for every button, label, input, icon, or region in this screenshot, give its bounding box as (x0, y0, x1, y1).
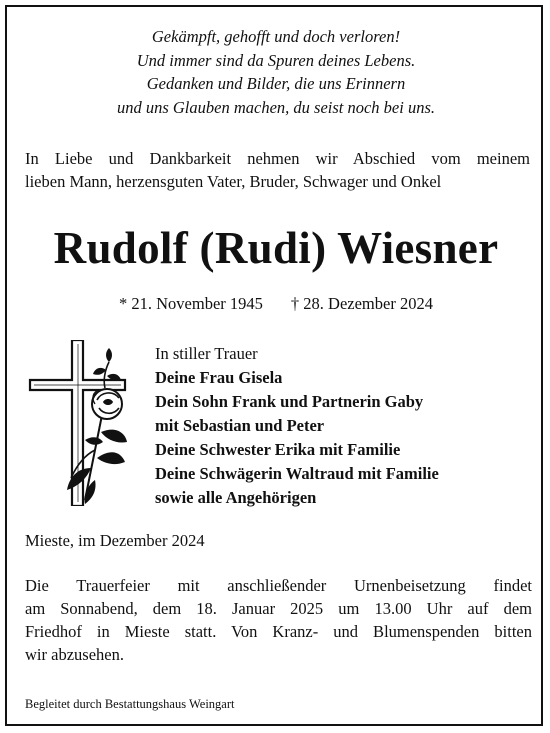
deceased-name: Rudolf (Rudi) Wiesner (53, 223, 499, 273)
mourner-line: Deine Frau Gisela (155, 368, 283, 387)
birth-date: * 21. November 1945 (119, 294, 263, 313)
poem-line: Gekämpft, gehofft und doch verloren! (151, 27, 401, 46)
obituary-notice (5, 5, 543, 726)
service-line: am Sonnabend, dem 18. Januar 2025 um 13.00 Uhr auf dem (25, 599, 532, 618)
service-line: Die Trauerfeier mit anschließender Urnenbeisetzung findet (25, 576, 532, 595)
intro-line: lieben Mann, herzensguten Vater, Bruder, Schwager und Onkel (25, 172, 442, 191)
mourner-line: Deine Schwester Erika mit Familie (155, 440, 401, 459)
place-and-date: Mieste, im Dezember 2024 (25, 531, 205, 550)
service-line: Friedhof in Mieste statt. Von Kranz- und Blumenspenden bitten (25, 622, 532, 641)
mourner-line: mit Sebastian und Peter (155, 416, 325, 435)
poem-line: Und immer sind da Spuren deines Lebens. (136, 50, 416, 70)
life-dates (7, 293, 545, 315)
cross-with-rose-icon (25, 340, 135, 506)
service-details (25, 574, 532, 666)
mourners-heading: In stiller Trauer (155, 344, 258, 363)
poem-line: Gedanken und Bilder, die uns Erinnern (146, 74, 406, 93)
mourner-line: Dein Sohn Frank und Partnerin Gaby (155, 392, 424, 411)
mourner-line: sowie alle Angehörigen (155, 488, 317, 507)
mourners-list (155, 342, 525, 510)
poem-line: und uns Glauben machen, du seist noch bei uns. (116, 97, 436, 117)
funeral-home-credit: Begleitet durch Bestattungshaus Weingart (25, 697, 235, 711)
intro-line: In Liebe und Dankbarkeit nehmen wir Abschied vom meinem (25, 149, 530, 168)
death-date: † 28. Dezember 2024 (290, 294, 433, 313)
poem (7, 25, 545, 119)
mourner-line: Deine Schwägerin Waltraud mit Familie (155, 464, 439, 483)
farewell-intro (25, 147, 530, 193)
service-line: wir abzusehen. (25, 645, 124, 664)
